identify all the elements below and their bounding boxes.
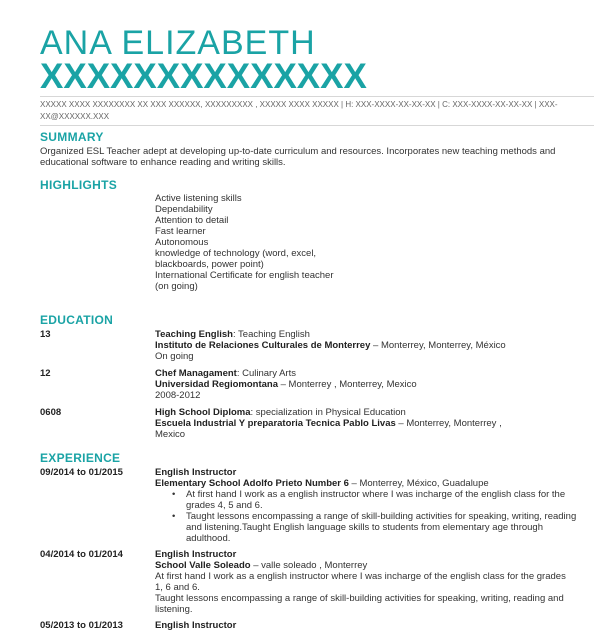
- school-name: Instituto de Relaciones Culturales de Monterrey: [155, 340, 371, 351]
- job-description: At first hand I work as a english instructor where I was incharge of the english class for the grades 1, 6 and 6.: [155, 571, 566, 593]
- candidate-first-name: ANA ELIZABETH: [40, 24, 316, 62]
- education-entry: [155, 407, 555, 440]
- experience-date: 09/2014 to 01/2015: [40, 467, 123, 478]
- list-item: • At first hand I work as a english instructor where I was incharge of the english class for the grades 4, 5 and 6.: [172, 489, 582, 511]
- highlights-heading: HIGHLIGHTS: [40, 178, 117, 192]
- job-title: English Instructor: [155, 467, 237, 478]
- list-item: Attention to detail: [155, 215, 229, 226]
- list-item: Active listening skills: [155, 193, 242, 204]
- school-name: Escuela Industrial Y preparatoria Tecnica Pablo Livas: [155, 418, 396, 429]
- experience-date: 04/2014 to 01/2014: [40, 549, 123, 560]
- experience-entry: [155, 620, 236, 631]
- list-item: International Certificate for english teacher: [155, 270, 334, 281]
- experience-entry: [155, 467, 585, 489]
- employer-name: School Valle Soleado: [155, 560, 251, 571]
- list-item: (on going): [155, 281, 198, 292]
- degree: High School Diploma: [155, 407, 251, 418]
- education-note: 2008-2012: [155, 390, 201, 401]
- education-note: On going: [155, 351, 194, 362]
- field-of-study: : specialization in Physical Education: [250, 407, 406, 418]
- education-date: 12: [40, 368, 51, 379]
- summary-heading: SUMMARY: [40, 130, 104, 144]
- job-title: English Instructor: [155, 620, 237, 631]
- field-of-study: : Culinary Arts: [236, 368, 296, 379]
- education-heading: EDUCATION: [40, 313, 114, 327]
- list-item: blackboards, power point): [155, 259, 264, 270]
- education-note: Mexico: [155, 429, 186, 440]
- contact-line: XXXXX XXXX XXXXXXXX XX XXX XXXXXX, XXXXXXXXX , XXXXX XXXX XXXXX | H: XXX-XXXX-XX-XX-XX | C: XXX-XXXX-XX-XX-XX | XXX-XX@XXXXXX.XXX: [40, 100, 558, 121]
- education-date: 0608: [40, 407, 62, 418]
- field-of-study: : Teaching English: [232, 329, 310, 340]
- list-item: • Taught lessons encompassing a range of skill-building activities for speaking, writing, reading and listening.Taught English language skills to students from elementary age through adulthood.: [172, 511, 582, 544]
- contact-divider: [40, 125, 594, 126]
- education-entry: [155, 329, 575, 362]
- list-item: knowledge of technology (word, excel,: [155, 248, 317, 259]
- school-location: – Monterrey , Monterrey, Mexico: [278, 379, 417, 390]
- list-item: Fast learner: [155, 226, 206, 237]
- candidate-last-name: XXXXXXXXXXXXXX: [40, 57, 367, 96]
- school-location: – Monterrey, Monterrey, México: [370, 340, 506, 351]
- employer-location: – Monterrey, México, Guadalupe: [348, 478, 489, 489]
- experience-heading: EXPERIENCE: [40, 451, 121, 465]
- employer-location: – valle soleado , Monterrey: [250, 560, 368, 571]
- list-item: Dependability: [155, 204, 213, 215]
- list-item: Autonomous: [155, 237, 209, 248]
- job-description: Taught lessons encompassing a range of skill-building activities for speaking, writing, reading and listening.: [155, 593, 564, 615]
- school-location: – Monterrey, Monterrey ,: [395, 418, 502, 429]
- education-entry: [155, 368, 575, 401]
- degree: Chef Managament: [155, 368, 237, 379]
- job-title: English Instructor: [155, 549, 237, 560]
- header-divider: [40, 96, 594, 97]
- summary-text: Organized ESL Teacher adept at developing up-to-date curriculum and resources. Incorporates new teaching methods and educational software to enhance reading and writing skills.: [40, 146, 556, 168]
- degree: Teaching English: [155, 329, 233, 340]
- school-name: Universidad Regiomontana: [155, 379, 278, 390]
- experience-entry: [155, 549, 575, 615]
- experience-date: 05/2013 to 01/2013: [40, 620, 123, 631]
- education-date: 13: [40, 329, 51, 340]
- employer-name: Elementary School Adolfo Prieto Number 6: [155, 478, 349, 489]
- experience-bullets: [172, 489, 582, 544]
- highlights-list: [155, 193, 334, 292]
